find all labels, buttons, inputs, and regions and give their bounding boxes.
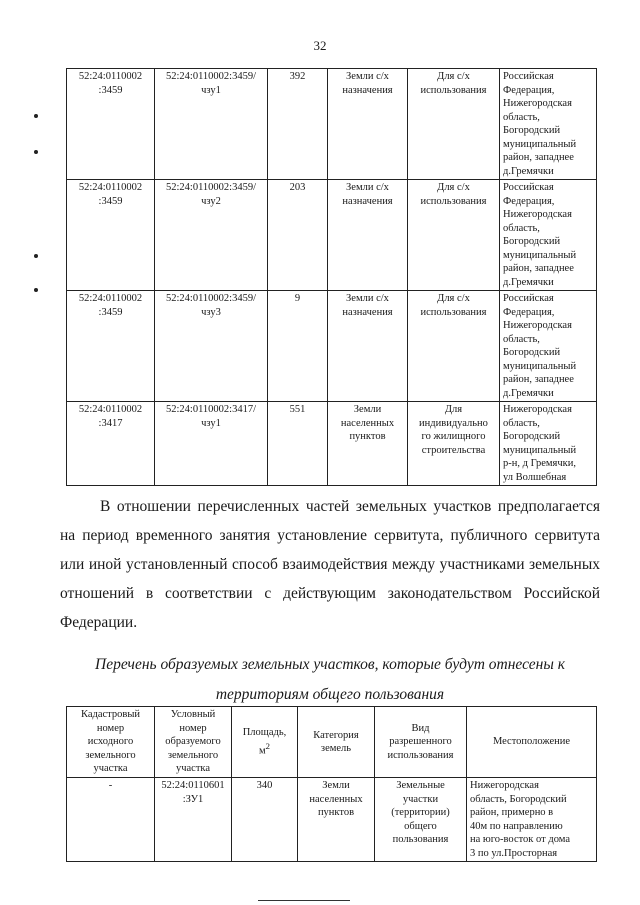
cell-line: использования (387, 749, 454, 761)
cell-line: населенных (309, 793, 363, 805)
cell-line: пунктов (317, 807, 355, 818)
cell-line: населенных (340, 417, 395, 429)
cell-line: область, (503, 333, 540, 345)
cell-line: назначения (342, 306, 393, 318)
cell-line: индивидуально (419, 417, 488, 429)
cell-line: го жилищного (421, 431, 486, 442)
land-category (328, 291, 408, 402)
cell-line: образуемого (165, 736, 221, 748)
header-conditional-number (155, 707, 232, 778)
header-category (298, 707, 375, 778)
cell-line: пунктов (349, 431, 386, 442)
cell-line: 52:24:0110002 (78, 182, 143, 193)
cell-line: чзу2 (201, 195, 221, 207)
cell-line: 52:24:0110601 (161, 780, 225, 791)
cell-line: Богородский (503, 125, 561, 136)
table-row (67, 180, 597, 291)
cell-line: Богородский (503, 236, 561, 247)
cell-line: назначения (342, 195, 393, 207)
cell-line: 52:24:0110002:3459/ (165, 71, 257, 82)
cell-line: Федерация, (503, 195, 555, 207)
scan-mark (34, 254, 38, 258)
location (500, 291, 597, 402)
footer-rule (258, 900, 350, 901)
location (500, 69, 597, 180)
cell-line: Богородский (503, 431, 561, 442)
cell-line: Нижегородская (503, 209, 572, 220)
cell-line: строительства (421, 444, 486, 456)
permitted-use (408, 69, 500, 180)
cell-line: на юго-восток от дома (470, 834, 570, 845)
table-row (67, 778, 597, 862)
location (500, 180, 597, 291)
cell-line: Земли с/х (346, 71, 389, 82)
part-cadastral-number (155, 291, 268, 402)
cell-line: использования (420, 306, 487, 318)
land-parts-table (66, 68, 597, 486)
cell-line: Земельные (396, 780, 445, 791)
cell-line: :3459 (98, 84, 123, 96)
cell-line: использования (420, 195, 487, 207)
table-header-row (67, 707, 597, 778)
page-number: 32 (313, 38, 327, 53)
land-category (328, 69, 408, 180)
cell-line: Кадастровый (80, 709, 141, 721)
cell-line: 52:24:0110002 (78, 404, 143, 415)
cell-line: 40м по направлению (470, 820, 563, 832)
source-cadastral-number (67, 402, 155, 486)
cell-line: муниципальный (503, 138, 577, 150)
cell-line: 3 по ул.Просторная (470, 847, 558, 859)
cell-line: чзу3 (201, 306, 221, 318)
source-cadastral-number (67, 291, 155, 402)
cell-line: общего (404, 820, 437, 832)
source-cadastral-number (67, 180, 155, 291)
area-value: 392 (268, 69, 328, 180)
cell-line: область, Богородский (470, 793, 567, 805)
cell-line: д.Гремячки (503, 276, 554, 288)
cell-line: Для (444, 404, 463, 415)
cell-line: :3459 (98, 306, 123, 318)
cell-line: область, (503, 417, 540, 429)
part-cadastral-number (155, 180, 268, 291)
part-cadastral-number (155, 69, 268, 180)
cell-line: :3417 (98, 417, 123, 429)
cell-line: 52:24:0110002 (78, 293, 143, 304)
cell-line: пользования (392, 834, 449, 845)
cell-line: номер (96, 722, 125, 734)
location (500, 402, 597, 486)
cell-line: Категория (313, 729, 359, 741)
cell-line: район, западнее (503, 152, 574, 163)
permitted-use (408, 180, 500, 291)
cell-line: Условный (170, 709, 216, 721)
formed-plots-table (66, 706, 597, 862)
scan-mark (34, 150, 38, 154)
conditional-number (155, 778, 232, 862)
cell-line: использования (420, 84, 487, 96)
cell-line: д.Гремячки (503, 165, 554, 177)
location (467, 778, 597, 862)
cell-line: Земли (322, 780, 350, 791)
cell-line: р-н, д Гремячки, (503, 458, 577, 469)
cell-line: Земли с/х (346, 293, 389, 304)
cell-line: Земли (353, 404, 382, 415)
cell-line: район, западнее (503, 263, 574, 274)
header-permitted-use (375, 707, 467, 778)
cell-line: Для с/х (437, 293, 470, 304)
cell-line: 52:24:0110002 (78, 71, 143, 82)
area-value: 340 (232, 778, 298, 862)
land-category (328, 180, 408, 291)
part-cadastral-number (155, 402, 268, 486)
table-row (67, 69, 597, 180)
cell-line: номер (179, 722, 207, 734)
cell-line: назначения (342, 84, 393, 96)
cell-line: земель (320, 743, 352, 754)
source-cadastral-number (67, 69, 155, 180)
cell-line: участки (402, 793, 439, 805)
servitude-paragraph: В отношении перечисленных частей земельных участков предполагается на период временного занятия установление сервитута, публичного сервитута или иной установленный способ взаимодействия между участниками земельных отношений в соответствии с действующим законодательством Российской Федерации. (60, 498, 600, 631)
permitted-use (375, 778, 467, 862)
list-title-line-1: Перечень образуемых земельных участков, которые будут отнесены к (95, 656, 565, 673)
header-location: Местоположение (467, 707, 597, 778)
cell-line: Земли с/х (346, 182, 389, 193)
cell-line: земельного (167, 749, 219, 761)
cell-line: Для с/х (437, 182, 470, 193)
area-value: 9 (268, 291, 328, 402)
cell-line: чзу1 (201, 417, 221, 429)
cell-line: Российская (503, 293, 554, 304)
cell-line: участка (175, 763, 211, 775)
cell-line: участка (93, 763, 128, 775)
cell-line: :ЗУ1 (182, 793, 204, 805)
cell-line: муниципальный (503, 249, 577, 261)
cell-line: (территории) (391, 807, 450, 818)
cell-line: д.Гремячки (503, 387, 554, 399)
cell-line: область, (503, 222, 540, 234)
area-value: 203 (268, 180, 328, 291)
header-source-number (67, 707, 155, 778)
cell-line: Для с/х (437, 71, 470, 82)
cell-line: 52:24:0110002:3459/ (165, 293, 257, 304)
cell-line: область, (503, 111, 540, 123)
area-value: 551 (268, 402, 328, 486)
cell-line: муниципальный (503, 360, 577, 372)
cell-line: район, западнее (503, 374, 574, 385)
cell-line: Российская (503, 182, 554, 193)
cell-line: ул Волшебная (503, 471, 567, 483)
cell-line: исходного (87, 736, 134, 748)
permitted-use (408, 291, 500, 402)
table-row (67, 291, 597, 402)
cell-line: муниципальный (503, 444, 577, 456)
cell-line: Нижегородская (503, 98, 572, 109)
table-row (67, 402, 597, 486)
cell-line: чзу1 (201, 84, 221, 96)
list-title-line-2: территориям общего пользования (215, 686, 445, 703)
cell-line: разрешенного (389, 736, 452, 748)
cell-line: Вид (411, 722, 430, 734)
cell-line: Нижегородская (503, 404, 572, 415)
cell-line: Нижегородская (503, 320, 572, 331)
cell-line: 52:24:0110002:3459/ (165, 182, 257, 193)
source-cadastral-number: - (67, 778, 155, 862)
cell-line: район, примерно в (470, 807, 554, 818)
cell-line: 52:24:0110002:3417/ (165, 404, 257, 415)
scan-mark (34, 114, 38, 118)
land-category (298, 778, 375, 862)
cell-line: Богородский (503, 347, 561, 358)
cell-line: Федерация, (503, 306, 555, 318)
cell-line: земельного (85, 749, 136, 761)
header-area: Площадь, $м^2$ (232, 707, 298, 778)
cell-line: Нижегородская (470, 780, 539, 791)
cell-line: :3459 (98, 195, 123, 207)
cell-line: Федерация, (503, 84, 555, 96)
permitted-use (408, 402, 500, 486)
land-category (328, 402, 408, 486)
cell-line: Российская (503, 71, 554, 82)
scan-mark (34, 288, 38, 292)
